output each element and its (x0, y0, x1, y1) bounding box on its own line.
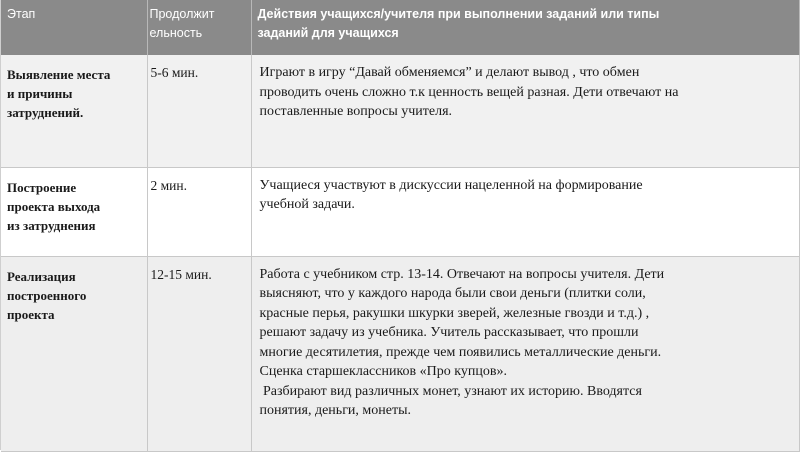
header-duration: Продолжит ельность (147, 0, 251, 55)
header-stage: Этап (1, 0, 147, 55)
table-header-row (1, 0, 799, 55)
stage-cell: Реализация построенного проекта (1, 256, 147, 451)
stage-cell: Построение проекта выхода из затруднения (1, 167, 147, 256)
duration-cell: 5-6 мин. (147, 55, 251, 167)
lesson-stages-table (1, 0, 800, 452)
description-cell: Играют в игру “Давай обменяемся” и делают вывод , что обмен проводить очень сложно т.к ценность вещей разная. Дети отвечают на поставленные вопросы учителя. (251, 55, 799, 167)
table-row (1, 256, 799, 451)
header-actions: Действия учащихся/учителя при выполнении заданий или типы заданий для учащихся (251, 0, 799, 55)
duration-cell: 2 мин. (147, 167, 251, 256)
description-cell: Работа с учебником стр. 13-14. Отвечают на вопросы учителя. Дети выясняют, что у каждого народа были свои деньги (плитки соли, красные перья, ракушки шкурки зверей, железные гвозди и т.д.) , решают задачу из учебника. Учитель рассказывает, что прошли многие десятилетия, прежде чем появились металлические деньги. Сценка старшеклассников «Про купцов». Разбирают вид различных монет, узнают их историю. Вводятся понятия, деньги, монеты. (251, 256, 799, 451)
duration-cell: 12-15 мин. (147, 256, 251, 451)
stage-cell: Выявление места и причины затруднений. (1, 55, 147, 167)
table-row (1, 55, 799, 167)
table-row (1, 167, 799, 256)
description-cell: Учащиеся участвуют в дискуссии нацеленной на формирование учебной задачи. (251, 167, 799, 256)
